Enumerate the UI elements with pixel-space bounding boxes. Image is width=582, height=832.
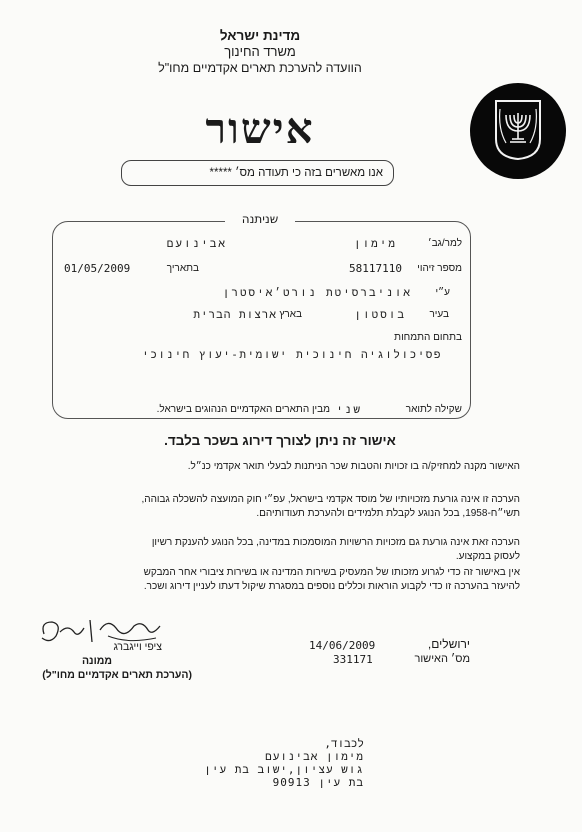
degree-suffix: מבין התארים האקדמיים הנהוגים בישראל.	[156, 404, 330, 415]
confirmation-box	[121, 160, 394, 186]
country-label: בארץ	[279, 309, 302, 320]
paragraph-2: הערכה זו אינה גורעת מזכויותיו של מוסד אקדמי בישראל, עפ״י חוק המועצה להשכלה גבוהה, תשי״ח-1958, בכל הנוגע לקבלת תלמידים ולהערכת תעודותיהם.	[141, 494, 520, 519]
document-title: אישור	[205, 107, 315, 153]
date-value: 01/05/2009	[64, 262, 131, 275]
approval-number: 331171	[333, 653, 373, 666]
degree-label: שקילה לתואר	[405, 404, 462, 415]
footer-city: ירושלים,	[427, 637, 470, 651]
committee-name: הוועדה להערכת תארים אקדמיים מחו"ל	[158, 61, 362, 75]
address-to: לכבוד,	[324, 737, 364, 750]
id-value: 58117110	[349, 262, 402, 275]
state-name: מדינת ישראל	[219, 28, 301, 43]
given-label: שניתנה	[225, 212, 295, 226]
field-value: פסיכולוגיה חינוכית ישומית-יעוץ חינוכי	[142, 348, 442, 361]
date-label: בתאריך	[166, 263, 199, 274]
address-street: גוש עציון,ישוב בת עין	[204, 763, 364, 776]
purpose-statement: אישור זה ניתן לצורך דירוג בשכר בלבד.	[164, 433, 396, 448]
last-name: אבינועם	[166, 237, 227, 250]
confirmation-text: אנו מאשרים בזה כי תעודה מס׳ *****	[209, 167, 383, 179]
state-emblem-icon	[470, 83, 566, 179]
country-value: ארצות הברית	[193, 308, 277, 321]
institution-value: אוניברסיטת נורט׳איסטרן	[222, 286, 412, 299]
id-label: מספר זיהוי	[417, 263, 462, 274]
footer-date: 14/06/2009	[309, 639, 376, 652]
city-value: בוסטון	[354, 308, 406, 321]
paragraph-4: אין באישור זה כדי לגרוע מזכותו של המעסיק בשירות המדינה או בשירות ציבורי אחר המבקש להיעזר בהערכה זו כדי לקבוע הוראות וכללים נוספים במסגרת שיקול דעתו לעניין דירוג ושכר.	[143, 567, 520, 592]
signer-role: ממונה	[81, 655, 112, 667]
first-name: מימון	[353, 237, 397, 250]
address-city-zip: בת עין 90913	[272, 776, 364, 789]
degree-value: שני	[336, 403, 362, 416]
to-label: למר/גב׳	[427, 238, 462, 249]
signer-unit: (הערכת תארים אקדמיים מחו"ל)	[42, 669, 192, 681]
field-label: בתחום התמחות	[394, 332, 462, 343]
by-label: ע״י	[435, 287, 450, 298]
city-label: בעיר	[429, 309, 449, 320]
ministry-name: משרד החינוך	[224, 44, 296, 59]
approval-label: מס׳ האישור	[414, 653, 470, 665]
address-name: מימון אבינועם	[265, 750, 364, 763]
paragraph-3: הערכה זאת אינה גורעת גם מזכויות הרשויות המוסמכות במדינה, בכל הנוגע להענקת רשיון לעסוק במקצוע.	[151, 537, 520, 562]
paragraph-1: האישור מקנה למחזיק/ה בו זכויות והטבות שכר הניתנות לבעלי תואר אקדמי כנ״ל.	[187, 461, 520, 472]
signer-name: ציפי וייגברג	[113, 641, 162, 653]
